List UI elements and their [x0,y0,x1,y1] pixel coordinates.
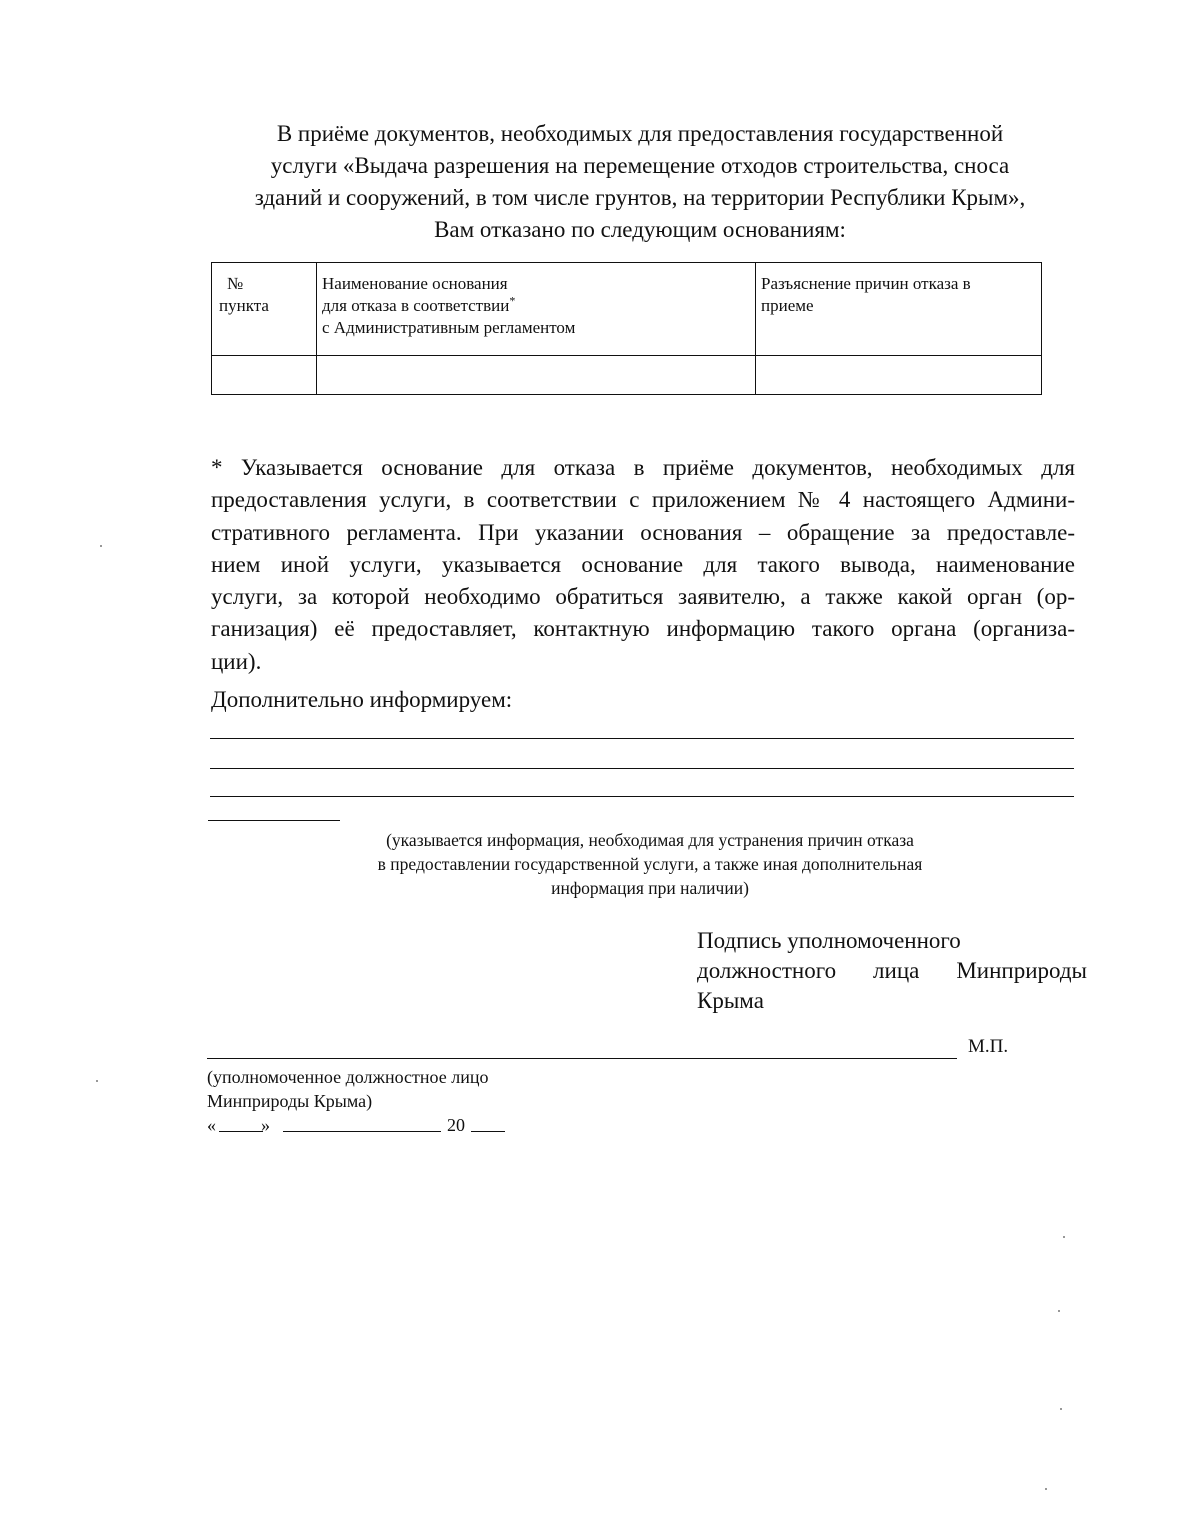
header-cell-number [212,263,317,356]
intro-line: Вам отказано по следующим основаниям: [434,217,846,242]
intro-line: услуги «Выдача разрешения на перемещение отходов строительства, сноса [270,153,1010,178]
official-caption-line: (уполномоченное должностное лицо [207,1067,489,1087]
refusal-reasons-table [211,262,1042,395]
scan-speck [100,545,102,547]
intro-line: зданий и сооружений, в том числе грунтов, на территории Республики Крым», [254,185,1026,210]
signature-line: Подпись уполномоченного [697,928,961,953]
footnote-line: предоставления услуги, в соответствии с приложением № 4 настоящего Админи- [211,487,1075,513]
header-cell-reason-name [317,263,756,356]
date-close-quote: » [261,1115,270,1135]
footnote-paragraph [211,452,1075,678]
footnote-line: * Указывается основание для отказа в приёме документов, необходимых для [211,455,1075,480]
table-cell-reason[interactable] [317,356,756,395]
footnote-line: стративного регламента. При указании основания – обращение за предоставле- [211,519,1075,545]
signature-caption [697,926,1087,1016]
header-reason-text: для отказа в соответствии [322,296,510,315]
official-block [207,1065,488,1139]
additional-info-hint [260,828,1040,900]
footnote-line: ганизация) её предоставляет, контактную информацию такого органа (организа- [211,616,1075,642]
table-cell-number[interactable] [212,356,317,395]
table-row [212,356,1042,395]
additional-info-line-2[interactable] [210,768,1074,769]
header-reason-line: Наименование основания [322,274,508,293]
hint-line: информация при наличии) [551,878,749,898]
header-explanation-line: приеме [761,296,814,315]
scan-speck [96,1080,98,1082]
table-header-row [212,263,1042,356]
date-day-blank[interactable] [219,1113,263,1138]
header-explanation-line: Разъяснение причин отказа в [761,274,971,293]
official-caption-line: Минприроды Крыма) [207,1091,373,1111]
footnote-separator [208,820,340,821]
date-year-prefix: 20 [447,1115,465,1135]
footnote-line: нием иной услуги, указывается основание для такого вывода, наименование [211,551,1075,577]
date-open-quote: « [207,1115,216,1135]
stamp-place-label: М.П. [968,1036,1009,1057]
header-number-label: пункта [219,296,269,315]
footnote-mark: * [509,293,516,308]
signature-line: должностного лица Минприроды [697,958,1087,983]
intro-line: В приёме документов, необходимых для предоставления государственной [276,121,1004,146]
scan-speck [1063,1236,1065,1238]
scan-speck [1058,1310,1060,1312]
signature-line-field[interactable] [207,1058,957,1059]
hint-line: в предоставлении государственной услуги, а также иная дополнительная [377,854,923,874]
additional-info-title: Дополнительно информируем: [211,687,513,712]
date-field [207,1113,488,1139]
header-number-symbol: № [227,274,244,293]
date-month-blank[interactable] [283,1113,441,1138]
header-reason-line [322,295,750,317]
intro-paragraph [150,118,1130,246]
footnote-line: ции). [211,648,262,674]
scan-speck [1045,1488,1047,1490]
footnote-line: услуги, за которой необходимо обратиться заявителю, а также какой орган (ор- [211,584,1075,610]
additional-info-line-3[interactable] [210,796,1074,797]
additional-info-line-1[interactable] [210,738,1074,739]
table-cell-explanation[interactable] [756,356,1042,395]
header-reason-line: с Административным регламентом [322,318,576,337]
scan-speck [1060,1408,1062,1410]
signature-line: Крыма [697,988,764,1013]
header-cell-explanation [756,263,1042,356]
hint-line: (указывается информация, необходимая для устранения причин отказа [386,830,914,850]
date-year-blank[interactable] [471,1113,505,1138]
